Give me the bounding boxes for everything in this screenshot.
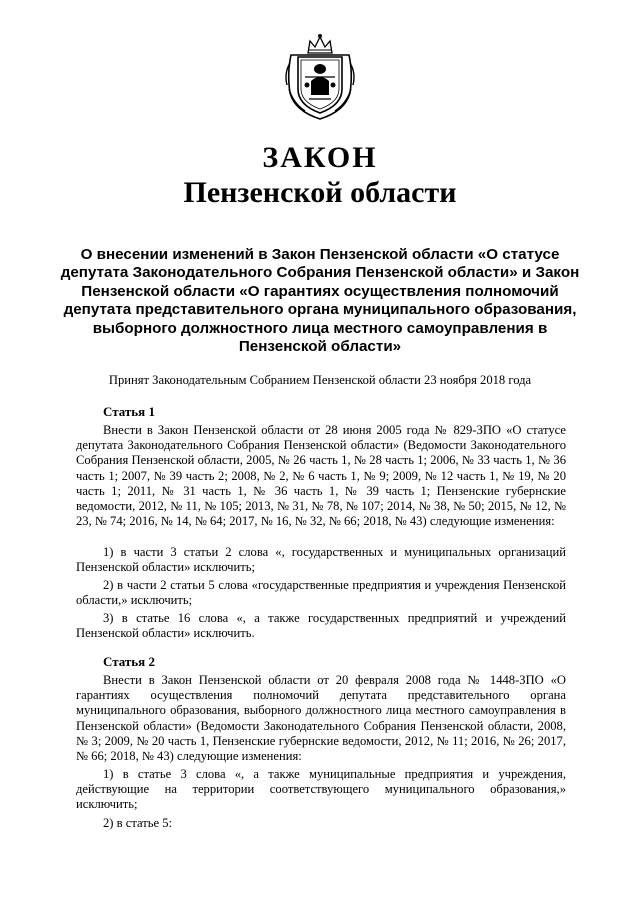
article-1-item-2: 2) в части 2 статьи 5 слова «государственные предприятия и учреждения Пензенской области,» исключить; (76, 578, 566, 608)
article-1-item-3: 3) в статье 16 слова «, а также государственных предприятий и учреждений Пензенской области» исключить. (76, 611, 566, 641)
article-2-item-1: 1) в статье 3 слова «, а также муниципальные предприятия и учреждения, действующие на территории соответствующего муниципального образования,» исключить; (76, 767, 566, 812)
adoption-date-line: Принят Законодательным Собранием Пензенской области 23 ноября 2018 года (108, 373, 532, 387)
article-1-title: Статья 1 (103, 404, 155, 419)
coat-of-arms-emblem (281, 33, 359, 121)
article-2-item-2: 2) в статье 5: (103, 816, 173, 830)
document-subtitle: Пензенской области (183, 176, 457, 209)
law-heading: О внесении изменений в Закон Пензенской области «О статусе депутата Законодательного Собрания Пензенской области» и Закон Пензенской области «О гарантиях осуществления полномочий депутата представительного органа муниципального образования, выборного должностного лица местного самоуправления в Пензенской области» (60, 246, 580, 356)
article-1-intro: Внести в Закон Пензенской области от 28 июня 2005 года № 829-ЗПО «О статусе депутата Законодательного Собрания Пензенской области» (Ведомости Законодательного Собрания Пензенской области, 2005, № 26 часть 1, № 28 часть 1; 2006, № 33 часть 1, № 36 часть 1; 2007, № 39 часть 2; 2008, № 2, № 6 часть 1, № 9; 2009, № 12 часть 1, № 19, № 20 часть 1; 2011, № 31 часть 1, № 36 часть 1, № 39 часть 1; Пензенские губернские ведомости, 2012, № 11, № 105; 2013, № 31, № 78, № 107; 2014, № 38, № 50; 2015, № 12, № 23, № 74; 2016, № 14, № 64; 2017, № 16, № 32, № 66; 2018, № 43) следующие изменения: (76, 423, 566, 529)
article-2-intro: Внести в Закон Пензенской области от 20 февраля 2008 года № 1448-ЗПО «О гарантиях осуществления полномочий депутата представительного органа муниципального образования, выборного должностного лица местного самоуправления в Пензенской области» (Ведомости Законодательного Собрания Пензенской области, 2008, № 3; 2009, № 20 часть 1, Пензенские губернские ведомости, 2012, № 11; 2016, № 26; 2017, № 66; 2018, № 43) следующие изменения: (76, 673, 566, 764)
article-1-item-1: 1) в части 3 статьи 2 слова «, государственных и муниципальных организаций Пензенской области» исключить; (76, 545, 566, 575)
article-2-title: Статья 2 (103, 654, 155, 669)
document-title: ЗАКОН (262, 141, 378, 174)
